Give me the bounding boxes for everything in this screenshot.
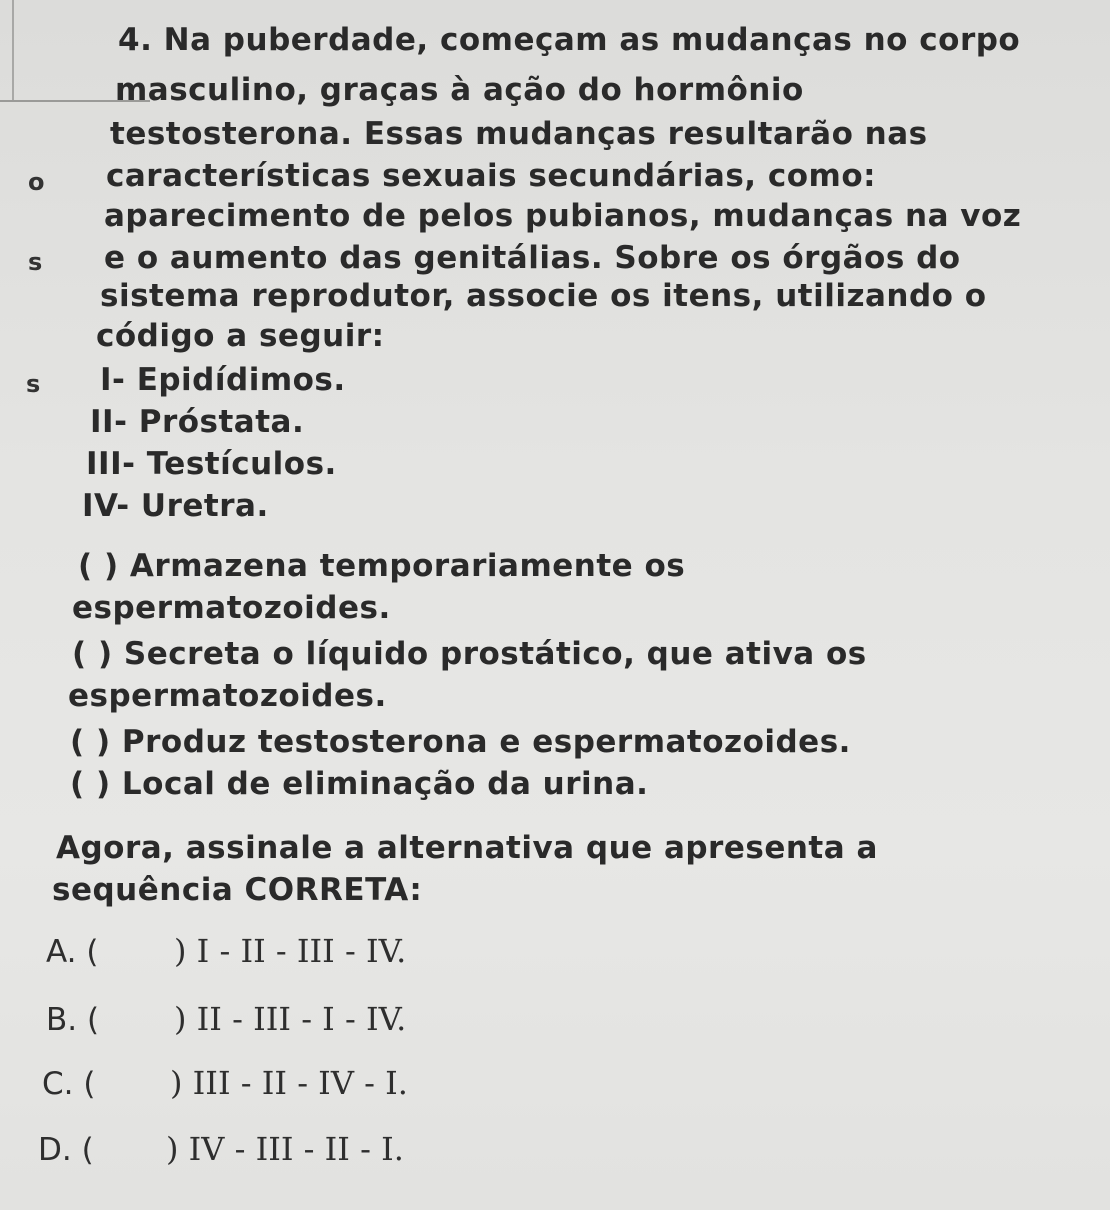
margin-mark: s: [28, 248, 43, 276]
question-line-2: masculino, graças à ação do hormônio: [115, 72, 804, 108]
item-2: II- Próstata.: [90, 404, 305, 440]
option-c-letter: C. (: [42, 1066, 96, 1102]
statement-1-cont: espermatozoides.: [72, 590, 391, 626]
page-edge-vertical: [12, 0, 14, 100]
instruction-line-1: Agora, assinale a alternativa que apresenta a: [56, 830, 878, 866]
statement-2: ( ) Secreta o líquido prostático, que ativa os: [72, 636, 867, 672]
option-b[interactable]: [46, 1000, 406, 1038]
instruction-line-2: sequência CORRETA:: [52, 872, 423, 908]
option-b-letter: B. (: [46, 1002, 100, 1038]
question-line-8: código a seguir:: [96, 318, 385, 354]
statement-4: ( ) Local de eliminação da urina.: [70, 766, 649, 802]
option-d-letter: D. (: [38, 1132, 94, 1168]
option-b-sequence: ) II - III - I - IV.: [174, 1000, 407, 1038]
question-line-1: [118, 22, 1020, 58]
question-text-1: Na puberdade, começam as mudanças no corpo: [163, 22, 1021, 58]
statement-3: ( ) Produz testosterona e espermatozoides.: [70, 724, 851, 760]
option-a-letter: A. (: [46, 934, 99, 970]
question-line-4: características sexuais secundárias, como:: [106, 158, 877, 194]
item-1: I- Epidídimos.: [100, 362, 346, 398]
option-d[interactable]: [38, 1130, 404, 1168]
statement-2-cont: espermatozoides.: [68, 678, 387, 714]
item-3: III- Testículos.: [86, 446, 337, 482]
margin-mark: s: [26, 370, 41, 398]
option-d-sequence: ) IV - III - II - I.: [166, 1130, 404, 1168]
statement-1: ( ) Armazena temporariamente os: [78, 548, 686, 584]
question-line-5: aparecimento de pelos pubianos, mudanças na voz: [104, 198, 1022, 234]
option-a-sequence: ) I - II - III - IV.: [174, 932, 407, 970]
option-c[interactable]: [42, 1064, 408, 1102]
question-line-7: sistema reprodutor, associe os itens, utilizando o: [100, 278, 987, 314]
question-line-3: testosterona. Essas mudanças resultarão nas: [110, 116, 928, 152]
option-c-sequence: ) III - II - IV - I.: [170, 1064, 408, 1102]
option-a[interactable]: [46, 932, 406, 970]
question-number: 4.: [118, 22, 153, 58]
question-line-6: e o aumento das genitálias. Sobre os órgãos do: [104, 240, 961, 276]
item-4: IV- Uretra.: [82, 488, 269, 524]
margin-mark: o: [28, 168, 45, 196]
